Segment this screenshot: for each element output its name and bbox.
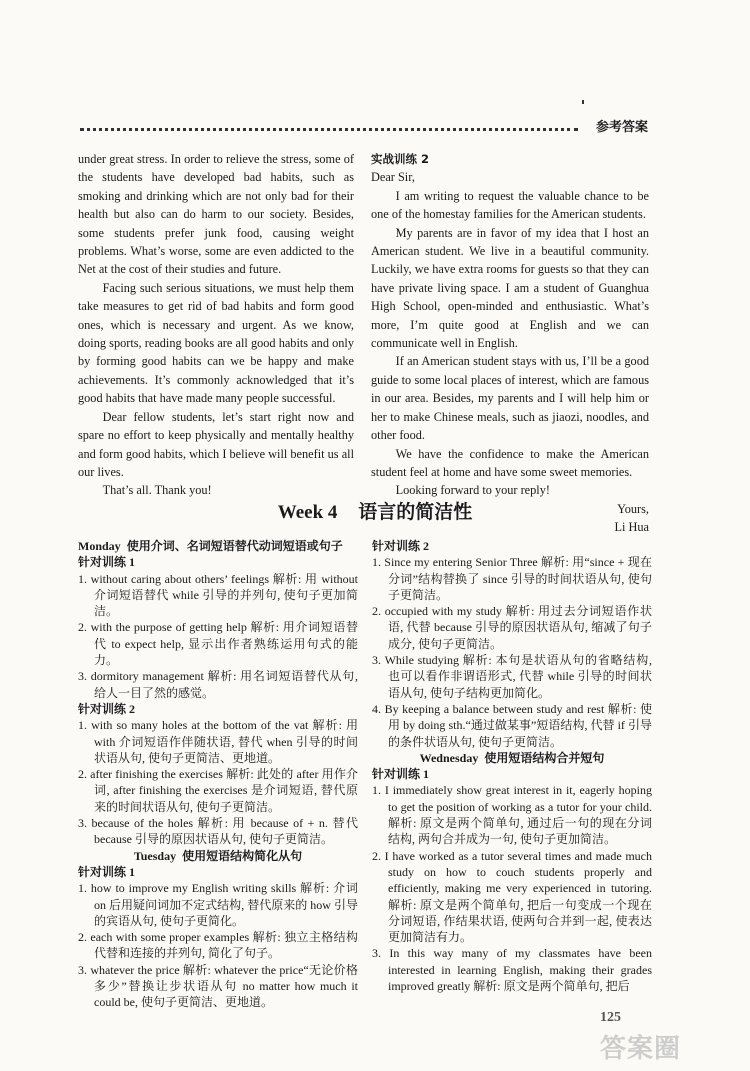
essay-paragraph: under great stress. In order to relieve the stress, some of the students have developed bad habits, such as smoking and drinking which are not only bad for their health but also can do harm to our society. Besides, some students prefer junk food, causing weight problems. What’s worse, some are even addicted to the Net at the cost of their studies and future. bbox=[78, 152, 354, 277]
answer-item: 2. I have worked as a tutor several times and made much study on how to couch students properly and efficiently, making me very experienced in tutoring. 解析: 原文是两个简单句, 把后一句变成一个现在分词短语, 作结果状语, 使两句合并到一起, 使表达更加简洁有力。 bbox=[372, 848, 652, 945]
answer-item: 1. how to improve my English writing skills 解析: 介词 on 后用疑问词加不定式结构, 替代原来的 how 引导的宾语从句, 使句子更简化。 bbox=[78, 881, 358, 928]
training-heading: 针对训练 2 bbox=[372, 539, 430, 553]
tuesday-heading: Tuesday 使用短语结构简化从句 bbox=[133, 848, 303, 863]
week-title bbox=[0, 497, 750, 524]
answer-item: 4. By keeping a balance between study and rest 解析: 使用 by doing sth.“通过做某事”短语结构, 代替 if 引导的条件状语从句, 使句子更简洁。 bbox=[372, 701, 652, 749]
training-heading: 针对训练 1 bbox=[78, 555, 136, 570]
lower-right-section bbox=[372, 538, 652, 994]
letter-paragraph: I am writing to request the valuable chance to be one of the homestay families for the American students. bbox=[371, 188, 649, 222]
header-label: 参考答案 bbox=[596, 119, 649, 134]
training-heading: 针对训练 1 bbox=[372, 767, 430, 782]
answer-item: 1. Since my entering Senior Three 解析: 用“since + 现在分词”结构替换了 since 引导的时间状语从句, 使句子更简洁。 bbox=[372, 555, 652, 602]
answer-item: 1. with so many holes at the bottom of the vat 解析: 用 with 介词短语作伴随状语, 替代 when 引导的时间状语从句, 使句子更简洁、更地道。 bbox=[78, 718, 358, 765]
wednesday-heading: Wednesday 使用短语结构合并短句 bbox=[419, 750, 605, 765]
monday-heading: Monday 使用介词、名词短语替代动词短语或句子 bbox=[78, 539, 343, 553]
essay-paragraph: That’s all. Thank you! bbox=[102, 483, 212, 498]
letter-salutation: Dear Sir, bbox=[371, 170, 415, 185]
answer-item: 3. dormitory management 解析: 用名词短语替代从句, 给人一目了然的感觉。 bbox=[78, 669, 358, 700]
header-tick-mark bbox=[582, 100, 584, 104]
answer-item: 3. because of the holes 解析: 用 because of + n. 替代 because 引导的原因状语从句, 使句子更简洁。 bbox=[78, 816, 358, 847]
left-essay bbox=[78, 150, 354, 500]
answer-item: 1. without caring about others’ feelings 解析: 用 without 介词短语替代 while 引导的并列句, 使句子更加简洁。 bbox=[78, 571, 358, 619]
training-heading: 针对训练 2 bbox=[78, 701, 136, 716]
lower-left-section bbox=[78, 538, 358, 1011]
answer-item: 3. whatever the price 解析: whatever the price“无论价格多少”替换让步状语从句 no matter how much it could be, 使句子更简洁、更地道。 bbox=[78, 962, 358, 1010]
answer-item: 3. While studying 解析: 本句是状语从句的省略结构, 也可以看作非谓语形式, 代替 while 引导的时间状语从句, 使句子结构更加简化。 bbox=[372, 653, 652, 700]
page-number: 125 bbox=[600, 1010, 621, 1025]
letter-paragraph: Looking forward to your reply! bbox=[395, 483, 550, 498]
letter-closing: Yours, bbox=[617, 501, 649, 516]
answer-item: 2. occupied with my study 解析: 用过去分词短语作状语, 代替 because 引导的原因状语从句, 缩减了句子成分, 使句子更简洁。 bbox=[372, 604, 652, 651]
letter-paragraph: If an American student stays with us, I’ll be a good guide to some local places of interest, which are famous in our area. Besides, my parents and I will help him or her to make Chinese meals, such as jiaozi, noodles, and other food. bbox=[371, 354, 649, 443]
answer-item: 2. after finishing the exercises 解析: 此处的 after 用作介词, after finishing the exercises 是介词短语, 替代原来的时间状语从句, 使句子更简洁。 bbox=[78, 767, 358, 814]
header-dotted-rule bbox=[80, 128, 578, 131]
essay-paragraph: Dear fellow students, let’s start right now and spare no effort to keep physically and mentally healthy and form good habits, which I believe will benefit us all our lives. bbox=[78, 409, 354, 479]
week-topic: 语言的简洁性 bbox=[358, 502, 473, 523]
essay-paragraph: Facing such serious situations, we must help them take measures to get rid of bad habits and form good ones, which is necessary and urgent. As we know, doing sports, reading books are all good habits and only by forming good habits can we be happy and make achievements. It’s commonly acknowledged that it’s good habits that have made many people successful. bbox=[78, 280, 354, 406]
answer-item: 3. In this way many of my classmates have been interested in learning English, making their grades improved greatly 解析: 原文是两个简单句, 把后 bbox=[372, 946, 652, 994]
letter-paragraph: We have the confidence to make the American student feel at home and have some sweet memories. bbox=[371, 446, 649, 479]
letter-signature: Li Hua bbox=[614, 520, 649, 535]
right-letter bbox=[371, 150, 649, 537]
letter-paragraph: My parents are in favor of my idea that I host an American student. We live in a beautiful community. Luckily, we have extra rooms for guests so that they can have private living space. I am a student of Guanghua High School, open-minded and enthusiastic. What’s more, I’m quite good at English and we can communicate well in English. bbox=[371, 225, 649, 351]
letter-heading: 实战训练 2 bbox=[371, 152, 430, 166]
week-label: Week 4 bbox=[277, 502, 338, 523]
answer-item: 1. I immediately show great interest in it, eagerly hoping to get the position of working as a tutor for your child. 解析: 原文是两个简单句, 通过后一句的现在分词结构, 两句合并成为一句, 使句子更加简洁。 bbox=[372, 783, 652, 847]
answer-item: 2. with the purpose of getting help 解析: 用介词短语替代 to expect help, 显示出作者熟练运用句式的能力。 bbox=[78, 620, 358, 668]
answer-item: 2. each with some proper examples 解析: 独立主格结构代替和连接的并列句, 简化了句子。 bbox=[78, 930, 358, 961]
watermark-logo: 答案圈 bbox=[600, 1034, 682, 1064]
training-heading: 针对训练 1 bbox=[78, 864, 136, 879]
